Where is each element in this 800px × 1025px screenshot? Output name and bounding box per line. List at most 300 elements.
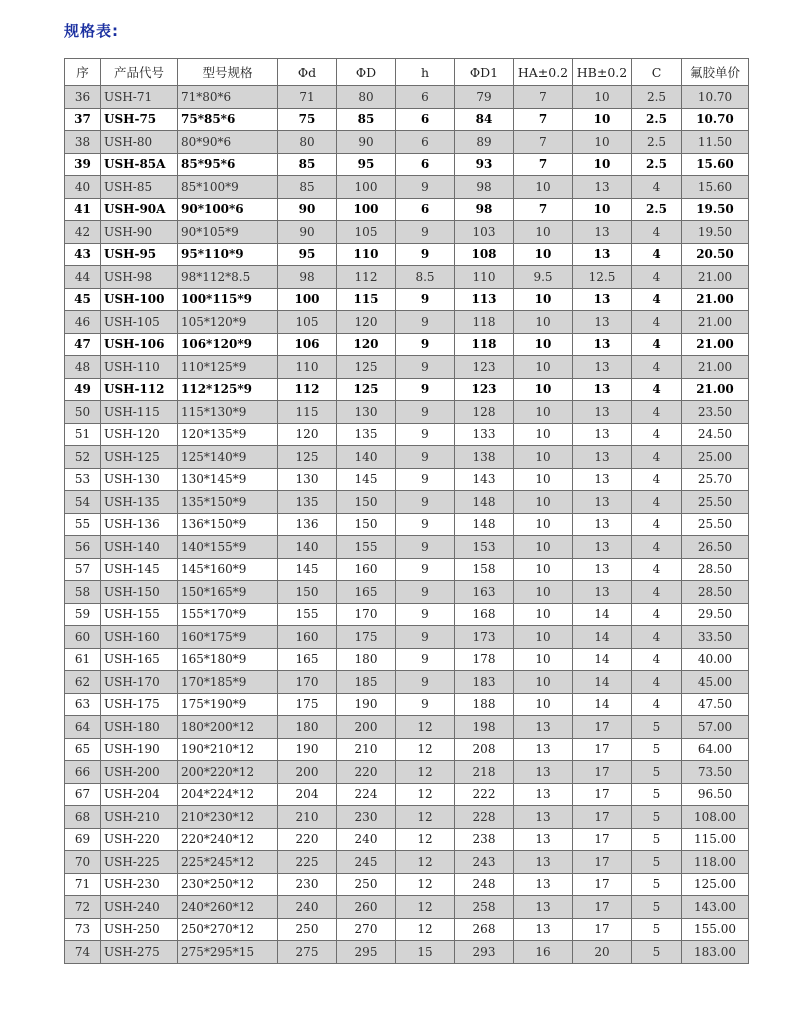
cell-HA: 7 bbox=[514, 86, 573, 109]
cell-code: USH-165 bbox=[101, 648, 178, 671]
cell-C: 5 bbox=[632, 716, 682, 739]
cell-d: 180 bbox=[278, 716, 337, 739]
cell-D: 224 bbox=[337, 783, 396, 806]
cell-C: 2.5 bbox=[632, 86, 682, 109]
cell-D: 150 bbox=[337, 513, 396, 536]
cell-HA: 10 bbox=[514, 693, 573, 716]
cell-HA: 9.5 bbox=[514, 266, 573, 289]
cell-C: 4 bbox=[632, 356, 682, 379]
cell-D1: 153 bbox=[455, 536, 514, 559]
cell-C: 5 bbox=[632, 851, 682, 874]
cell-code: USH-204 bbox=[101, 783, 178, 806]
cell-HA: 7 bbox=[514, 153, 573, 176]
cell-no: 65 bbox=[65, 738, 101, 761]
cell-C: 5 bbox=[632, 941, 682, 964]
cell-price: 15.60 bbox=[682, 153, 749, 176]
cell-HB: 10 bbox=[573, 198, 632, 221]
cell-model: 210*230*12 bbox=[178, 806, 278, 829]
cell-model: 250*270*12 bbox=[178, 918, 278, 941]
cell-d: 125 bbox=[278, 446, 337, 469]
cell-h: 12 bbox=[396, 896, 455, 919]
cell-price: 21.00 bbox=[682, 288, 749, 311]
cell-D: 260 bbox=[337, 896, 396, 919]
cell-h: 6 bbox=[396, 131, 455, 154]
table-row bbox=[65, 716, 749, 739]
cell-HB: 17 bbox=[573, 806, 632, 829]
table-row bbox=[65, 513, 749, 536]
cell-D: 85 bbox=[337, 108, 396, 131]
cell-h: 9 bbox=[396, 581, 455, 604]
cell-d: 175 bbox=[278, 693, 337, 716]
cell-D: 115 bbox=[337, 288, 396, 311]
cell-h: 12 bbox=[396, 738, 455, 761]
cell-d: 90 bbox=[278, 221, 337, 244]
cell-C: 2.5 bbox=[632, 153, 682, 176]
table-row bbox=[65, 783, 749, 806]
cell-D: 120 bbox=[337, 311, 396, 334]
cell-no: 58 bbox=[65, 581, 101, 604]
cell-d: 140 bbox=[278, 536, 337, 559]
cell-C: 4 bbox=[632, 581, 682, 604]
cell-HA: 13 bbox=[514, 783, 573, 806]
cell-no: 49 bbox=[65, 378, 101, 401]
cell-HB: 10 bbox=[573, 131, 632, 154]
cell-no: 41 bbox=[65, 198, 101, 221]
cell-price: 33.50 bbox=[682, 626, 749, 649]
cell-D1: 89 bbox=[455, 131, 514, 154]
cell-HA: 13 bbox=[514, 806, 573, 829]
cell-HB: 13 bbox=[573, 176, 632, 199]
cell-no: 70 bbox=[65, 851, 101, 874]
cell-no: 59 bbox=[65, 603, 101, 626]
cell-D1: 148 bbox=[455, 491, 514, 514]
cell-no: 68 bbox=[65, 806, 101, 829]
cell-D1: 208 bbox=[455, 738, 514, 761]
cell-d: 80 bbox=[278, 131, 337, 154]
cell-D1: 228 bbox=[455, 806, 514, 829]
cell-h: 12 bbox=[396, 828, 455, 851]
cell-no: 71 bbox=[65, 873, 101, 896]
cell-C: 4 bbox=[632, 176, 682, 199]
cell-C: 4 bbox=[632, 221, 682, 244]
cell-h: 12 bbox=[396, 873, 455, 896]
cell-price: 25.50 bbox=[682, 491, 749, 514]
table-row bbox=[65, 333, 749, 356]
cell-d: 275 bbox=[278, 941, 337, 964]
cell-d: 110 bbox=[278, 356, 337, 379]
cell-price: 21.00 bbox=[682, 311, 749, 334]
cell-C: 5 bbox=[632, 761, 682, 784]
table-row bbox=[65, 86, 749, 109]
cell-no: 53 bbox=[65, 468, 101, 491]
col-header-D1: ΦD1 bbox=[455, 59, 514, 86]
table-row bbox=[65, 896, 749, 919]
cell-code: USH-75 bbox=[101, 108, 178, 131]
cell-d: 135 bbox=[278, 491, 337, 514]
cell-model: 135*150*9 bbox=[178, 491, 278, 514]
cell-C: 4 bbox=[632, 468, 682, 491]
table-row bbox=[65, 558, 749, 581]
cell-price: 45.00 bbox=[682, 671, 749, 694]
cell-HA: 13 bbox=[514, 716, 573, 739]
table-row bbox=[65, 401, 749, 424]
cell-price: 19.50 bbox=[682, 198, 749, 221]
cell-code: USH-95 bbox=[101, 243, 178, 266]
cell-C: 2.5 bbox=[632, 108, 682, 131]
cell-C: 4 bbox=[632, 693, 682, 716]
col-header-h: h bbox=[396, 59, 455, 86]
cell-h: 8.5 bbox=[396, 266, 455, 289]
cell-HA: 10 bbox=[514, 671, 573, 694]
cell-d: 120 bbox=[278, 423, 337, 446]
cell-D1: 110 bbox=[455, 266, 514, 289]
cell-h: 9 bbox=[396, 603, 455, 626]
cell-HA: 13 bbox=[514, 851, 573, 874]
cell-price: 19.50 bbox=[682, 221, 749, 244]
cell-HA: 10 bbox=[514, 513, 573, 536]
cell-no: 37 bbox=[65, 108, 101, 131]
table-row bbox=[65, 108, 749, 131]
cell-h: 6 bbox=[396, 198, 455, 221]
cell-code: USH-90 bbox=[101, 221, 178, 244]
cell-no: 51 bbox=[65, 423, 101, 446]
cell-D: 180 bbox=[337, 648, 396, 671]
col-header-model: 型号规格 bbox=[178, 59, 278, 86]
cell-code: USH-275 bbox=[101, 941, 178, 964]
col-header-HA: HA±0.2 bbox=[514, 59, 573, 86]
cell-no: 52 bbox=[65, 446, 101, 469]
cell-no: 54 bbox=[65, 491, 101, 514]
cell-code: USH-130 bbox=[101, 468, 178, 491]
cell-h: 9 bbox=[396, 356, 455, 379]
cell-HB: 10 bbox=[573, 86, 632, 109]
cell-D1: 293 bbox=[455, 941, 514, 964]
cell-code: USH-112 bbox=[101, 378, 178, 401]
cell-HB: 17 bbox=[573, 851, 632, 874]
table-row bbox=[65, 176, 749, 199]
cell-HB: 13 bbox=[573, 378, 632, 401]
table-row bbox=[65, 536, 749, 559]
cell-code: USH-71 bbox=[101, 86, 178, 109]
cell-no: 67 bbox=[65, 783, 101, 806]
cell-price: 73.50 bbox=[682, 761, 749, 784]
cell-D1: 148 bbox=[455, 513, 514, 536]
cell-C: 4 bbox=[632, 423, 682, 446]
table-row bbox=[65, 266, 749, 289]
cell-D1: 118 bbox=[455, 333, 514, 356]
cell-D: 160 bbox=[337, 558, 396, 581]
cell-model: 106*120*9 bbox=[178, 333, 278, 356]
cell-h: 9 bbox=[396, 401, 455, 424]
cell-HA: 10 bbox=[514, 288, 573, 311]
cell-C: 4 bbox=[632, 603, 682, 626]
cell-price: 28.50 bbox=[682, 558, 749, 581]
cell-D: 190 bbox=[337, 693, 396, 716]
cell-price: 10.70 bbox=[682, 86, 749, 109]
cell-d: 240 bbox=[278, 896, 337, 919]
cell-code: USH-115 bbox=[101, 401, 178, 424]
cell-D: 145 bbox=[337, 468, 396, 491]
cell-C: 5 bbox=[632, 828, 682, 851]
cell-model: 125*140*9 bbox=[178, 446, 278, 469]
cell-D: 270 bbox=[337, 918, 396, 941]
cell-model: 112*125*9 bbox=[178, 378, 278, 401]
cell-model: 105*120*9 bbox=[178, 311, 278, 334]
cell-D1: 173 bbox=[455, 626, 514, 649]
cell-no: 60 bbox=[65, 626, 101, 649]
cell-D1: 218 bbox=[455, 761, 514, 784]
cell-C: 4 bbox=[632, 288, 682, 311]
cell-HB: 13 bbox=[573, 288, 632, 311]
cell-C: 5 bbox=[632, 783, 682, 806]
cell-model: 230*250*12 bbox=[178, 873, 278, 896]
cell-D: 175 bbox=[337, 626, 396, 649]
cell-d: 230 bbox=[278, 873, 337, 896]
cell-d: 112 bbox=[278, 378, 337, 401]
cell-h: 9 bbox=[396, 378, 455, 401]
cell-model: 98*112*8.5 bbox=[178, 266, 278, 289]
cell-h: 12 bbox=[396, 851, 455, 874]
cell-code: USH-220 bbox=[101, 828, 178, 851]
cell-d: 210 bbox=[278, 806, 337, 829]
cell-model: 200*220*12 bbox=[178, 761, 278, 784]
cell-no: 38 bbox=[65, 131, 101, 154]
col-header-C: C bbox=[632, 59, 682, 86]
cell-no: 44 bbox=[65, 266, 101, 289]
cell-D1: 238 bbox=[455, 828, 514, 851]
cell-price: 24.50 bbox=[682, 423, 749, 446]
cell-d: 136 bbox=[278, 513, 337, 536]
cell-D: 120 bbox=[337, 333, 396, 356]
col-header-D: ΦD bbox=[337, 59, 396, 86]
cell-HB: 17 bbox=[573, 738, 632, 761]
cell-HB: 13 bbox=[573, 243, 632, 266]
cell-d: 98 bbox=[278, 266, 337, 289]
cell-C: 4 bbox=[632, 536, 682, 559]
cell-model: 204*224*12 bbox=[178, 783, 278, 806]
cell-D1: 168 bbox=[455, 603, 514, 626]
cell-code: USH-98 bbox=[101, 266, 178, 289]
cell-price: 15.60 bbox=[682, 176, 749, 199]
cell-model: 80*90*6 bbox=[178, 131, 278, 154]
cell-D1: 123 bbox=[455, 356, 514, 379]
cell-HB: 13 bbox=[573, 311, 632, 334]
cell-h: 9 bbox=[396, 468, 455, 491]
cell-h: 12 bbox=[396, 783, 455, 806]
cell-code: USH-80 bbox=[101, 131, 178, 154]
cell-code: USH-155 bbox=[101, 603, 178, 626]
cell-C: 5 bbox=[632, 738, 682, 761]
cell-D1: 243 bbox=[455, 851, 514, 874]
cell-HA: 10 bbox=[514, 176, 573, 199]
cell-HA: 7 bbox=[514, 198, 573, 221]
cell-D: 155 bbox=[337, 536, 396, 559]
cell-D1: 248 bbox=[455, 873, 514, 896]
cell-model: 170*185*9 bbox=[178, 671, 278, 694]
cell-C: 4 bbox=[632, 648, 682, 671]
cell-HB: 13 bbox=[573, 333, 632, 356]
cell-HB: 13 bbox=[573, 491, 632, 514]
cell-C: 4 bbox=[632, 266, 682, 289]
table-row bbox=[65, 806, 749, 829]
cell-code: USH-110 bbox=[101, 356, 178, 379]
cell-D: 210 bbox=[337, 738, 396, 761]
cell-HB: 13 bbox=[573, 558, 632, 581]
table-row bbox=[65, 423, 749, 446]
cell-code: USH-180 bbox=[101, 716, 178, 739]
cell-HA: 13 bbox=[514, 761, 573, 784]
cell-HA: 10 bbox=[514, 626, 573, 649]
cell-D: 230 bbox=[337, 806, 396, 829]
cell-D1: 84 bbox=[455, 108, 514, 131]
col-header-HB: HB±0.2 bbox=[573, 59, 632, 86]
cell-h: 9 bbox=[396, 446, 455, 469]
cell-no: 72 bbox=[65, 896, 101, 919]
cell-no: 48 bbox=[65, 356, 101, 379]
cell-d: 145 bbox=[278, 558, 337, 581]
cell-d: 130 bbox=[278, 468, 337, 491]
cell-model: 110*125*9 bbox=[178, 356, 278, 379]
cell-no: 50 bbox=[65, 401, 101, 424]
cell-price: 25.70 bbox=[682, 468, 749, 491]
cell-HB: 13 bbox=[573, 446, 632, 469]
cell-price: 29.50 bbox=[682, 603, 749, 626]
cell-d: 250 bbox=[278, 918, 337, 941]
cell-h: 6 bbox=[396, 153, 455, 176]
col-header-no: 序 bbox=[65, 59, 101, 86]
cell-price: 143.00 bbox=[682, 896, 749, 919]
cell-code: USH-135 bbox=[101, 491, 178, 514]
table-row bbox=[65, 918, 749, 941]
cell-D1: 98 bbox=[455, 176, 514, 199]
cell-C: 4 bbox=[632, 671, 682, 694]
cell-code: USH-170 bbox=[101, 671, 178, 694]
cell-price: 23.50 bbox=[682, 401, 749, 424]
cell-price: 21.00 bbox=[682, 333, 749, 356]
spec-table bbox=[64, 58, 749, 964]
cell-HB: 14 bbox=[573, 603, 632, 626]
cell-HB: 13 bbox=[573, 401, 632, 424]
cell-price: 155.00 bbox=[682, 918, 749, 941]
cell-h: 9 bbox=[396, 221, 455, 244]
cell-d: 165 bbox=[278, 648, 337, 671]
cell-model: 90*105*9 bbox=[178, 221, 278, 244]
cell-no: 55 bbox=[65, 513, 101, 536]
cell-D1: 198 bbox=[455, 716, 514, 739]
cell-D1: 183 bbox=[455, 671, 514, 694]
cell-model: 75*85*6 bbox=[178, 108, 278, 131]
cell-D1: 222 bbox=[455, 783, 514, 806]
cell-model: 180*200*12 bbox=[178, 716, 278, 739]
cell-model: 150*165*9 bbox=[178, 581, 278, 604]
cell-HB: 17 bbox=[573, 828, 632, 851]
cell-no: 69 bbox=[65, 828, 101, 851]
cell-D: 150 bbox=[337, 491, 396, 514]
table-row bbox=[65, 828, 749, 851]
cell-C: 5 bbox=[632, 918, 682, 941]
cell-HA: 10 bbox=[514, 648, 573, 671]
cell-D1: 118 bbox=[455, 311, 514, 334]
cell-h: 9 bbox=[396, 423, 455, 446]
cell-no: 56 bbox=[65, 536, 101, 559]
cell-h: 9 bbox=[396, 648, 455, 671]
cell-HB: 13 bbox=[573, 221, 632, 244]
table-row bbox=[65, 603, 749, 626]
cell-HA: 10 bbox=[514, 333, 573, 356]
cell-code: USH-105 bbox=[101, 311, 178, 334]
cell-d: 90 bbox=[278, 198, 337, 221]
cell-model: 160*175*9 bbox=[178, 626, 278, 649]
table-row bbox=[65, 873, 749, 896]
cell-D: 130 bbox=[337, 401, 396, 424]
cell-d: 150 bbox=[278, 581, 337, 604]
cell-D1: 188 bbox=[455, 693, 514, 716]
cell-HA: 7 bbox=[514, 131, 573, 154]
cell-HA: 10 bbox=[514, 378, 573, 401]
cell-code: USH-210 bbox=[101, 806, 178, 829]
cell-HA: 10 bbox=[514, 491, 573, 514]
cell-d: 100 bbox=[278, 288, 337, 311]
page-title: 规格表: bbox=[64, 22, 119, 40]
cell-D1: 138 bbox=[455, 446, 514, 469]
cell-HB: 14 bbox=[573, 626, 632, 649]
table-row bbox=[65, 243, 749, 266]
cell-HB: 20 bbox=[573, 941, 632, 964]
cell-h: 9 bbox=[396, 513, 455, 536]
cell-D1: 108 bbox=[455, 243, 514, 266]
cell-no: 47 bbox=[65, 333, 101, 356]
cell-HA: 13 bbox=[514, 873, 573, 896]
cell-HA: 10 bbox=[514, 221, 573, 244]
cell-model: 275*295*15 bbox=[178, 941, 278, 964]
cell-h: 9 bbox=[396, 333, 455, 356]
cell-HB: 17 bbox=[573, 761, 632, 784]
cell-price: 10.70 bbox=[682, 108, 749, 131]
cell-h: 6 bbox=[396, 86, 455, 109]
cell-HB: 17 bbox=[573, 783, 632, 806]
table-row bbox=[65, 378, 749, 401]
cell-C: 5 bbox=[632, 806, 682, 829]
cell-HB: 12.5 bbox=[573, 266, 632, 289]
cell-C: 4 bbox=[632, 243, 682, 266]
cell-D1: 178 bbox=[455, 648, 514, 671]
cell-no: 73 bbox=[65, 918, 101, 941]
cell-d: 106 bbox=[278, 333, 337, 356]
cell-HB: 10 bbox=[573, 153, 632, 176]
cell-HB: 10 bbox=[573, 108, 632, 131]
cell-price: 47.50 bbox=[682, 693, 749, 716]
cell-C: 4 bbox=[632, 513, 682, 536]
table-row bbox=[65, 446, 749, 469]
cell-price: 11.50 bbox=[682, 131, 749, 154]
cell-HB: 14 bbox=[573, 648, 632, 671]
cell-code: USH-175 bbox=[101, 693, 178, 716]
cell-D: 90 bbox=[337, 131, 396, 154]
cell-no: 39 bbox=[65, 153, 101, 176]
cell-model: 130*145*9 bbox=[178, 468, 278, 491]
cell-HA: 10 bbox=[514, 536, 573, 559]
cell-D1: 133 bbox=[455, 423, 514, 446]
cell-no: 57 bbox=[65, 558, 101, 581]
cell-C: 2.5 bbox=[632, 131, 682, 154]
cell-model: 85*95*6 bbox=[178, 153, 278, 176]
cell-D: 200 bbox=[337, 716, 396, 739]
cell-D: 220 bbox=[337, 761, 396, 784]
cell-HA: 13 bbox=[514, 896, 573, 919]
cell-h: 9 bbox=[396, 243, 455, 266]
cell-h: 9 bbox=[396, 693, 455, 716]
cell-HB: 13 bbox=[573, 536, 632, 559]
